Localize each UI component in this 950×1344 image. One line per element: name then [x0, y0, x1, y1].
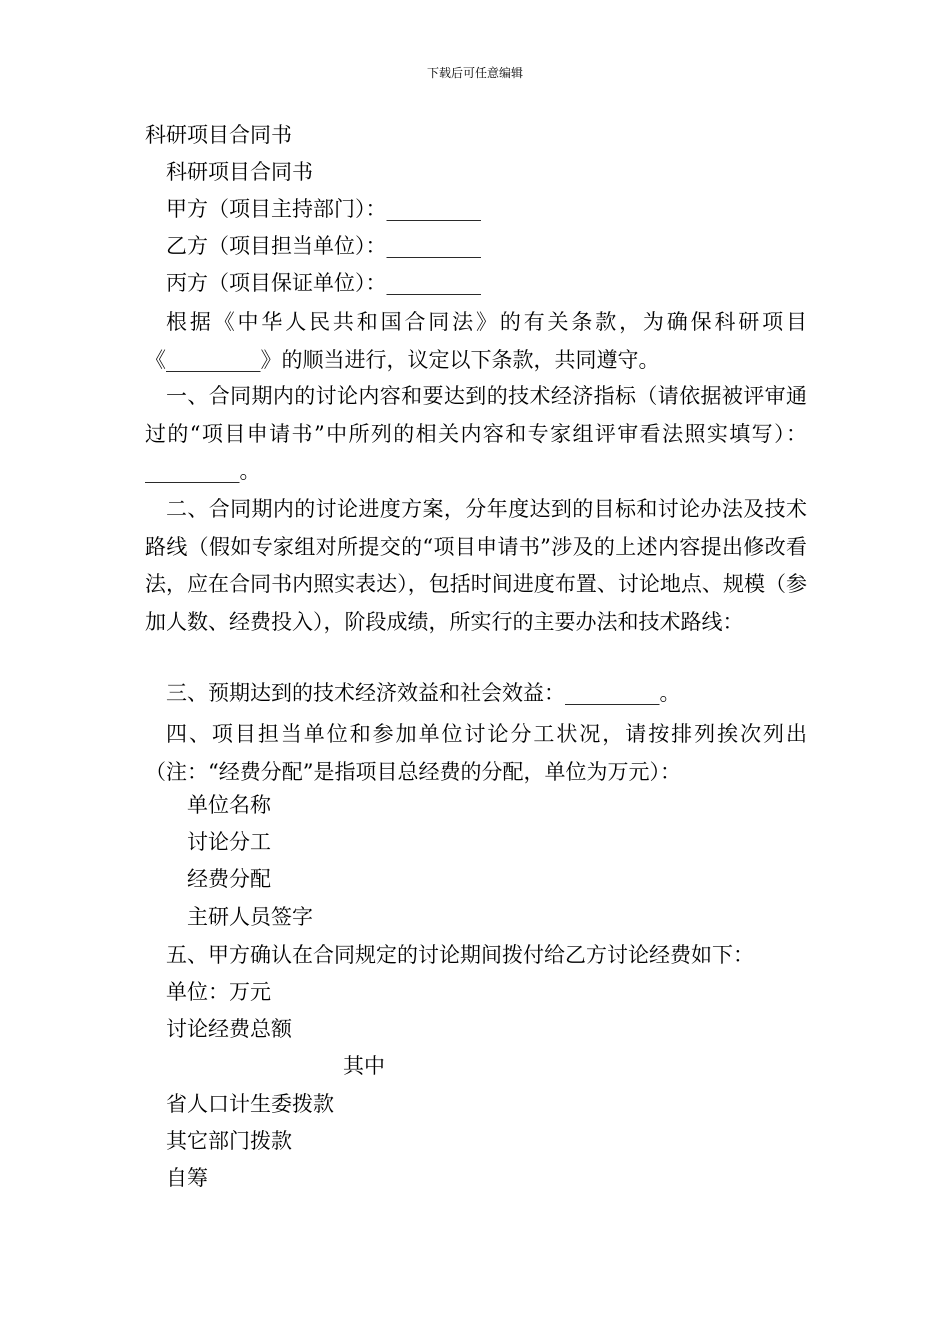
party-c-line: 丙方（项目保证单位）：_________: [166, 271, 481, 295]
table-5-unit: 单位：万元: [166, 980, 271, 1004]
document-title: 科研项目合同书: [145, 123, 292, 147]
clause-5-line: 五、甲方确认在合同规定的讨论期间拨付给乙方讨论经费如下：: [166, 943, 754, 967]
table-4-col-division: 讨论分工: [187, 830, 271, 854]
clause-3-line: 三、预期达到的技术经济效益和社会效益：_________。: [166, 681, 681, 705]
clause-1-text: 一、合同期内的讨论内容和要达到的技术经济指标（请依据被评审通过的“项目申请书”中所列的相关内容和专家组评审看法照实填写）：_________。: [145, 384, 807, 483]
table-5-of-which: 其中: [343, 1054, 385, 1078]
table-5-other-dept: 其它部门拨款: [166, 1129, 292, 1153]
clause-4-paragraph: [145, 716, 807, 791]
clause-2-paragraph: [145, 491, 807, 641]
table-5-self-raised: 自筹: [166, 1166, 208, 1190]
clause-4-text: 四、项目担当单位和参加单位讨论分工状况，请按排列挨次列出（注：“经费分配”是指项目总经费的分配，单位为万元）：: [145, 722, 807, 784]
preamble-text: 根据《中华人民共和国合同法》的有关条款，为确保科研项目《_________》的顺当进行，议定以下条款，共同遵守。: [145, 310, 807, 372]
party-b-line: 乙方（项目担当单位）：_________: [166, 234, 481, 258]
table-4-col-signature: 主研人员签字: [187, 905, 313, 929]
table-5-total: 讨论经费总额: [166, 1017, 292, 1041]
clause-1-paragraph: [145, 378, 807, 491]
clause-2-text: 二、合同期内的讨论进度方案，分年度达到的目标和讨论办法及技术路线（假如专家组对所提交的“项目申请书”涉及的上述内容提出修改看法，应在合同书内照实表达），包括时间进度布置、讨论地点、规模（参加人数、经费投入），阶段成绩，所实行的主要办法和技术路线：: [145, 497, 807, 634]
table-4-col-unit-name: 单位名称: [187, 793, 271, 817]
table-5-provincial: 省人口计生委拨款: [166, 1092, 334, 1116]
party-a-line: 甲方（项目主持部门）：_________: [166, 197, 481, 221]
preamble-paragraph: [145, 304, 807, 379]
table-4-col-funding: 经费分配: [187, 867, 271, 891]
document-subtitle: 科研项目合同书: [166, 160, 313, 184]
page-header: 下载后可任意编辑: [426, 66, 523, 80]
